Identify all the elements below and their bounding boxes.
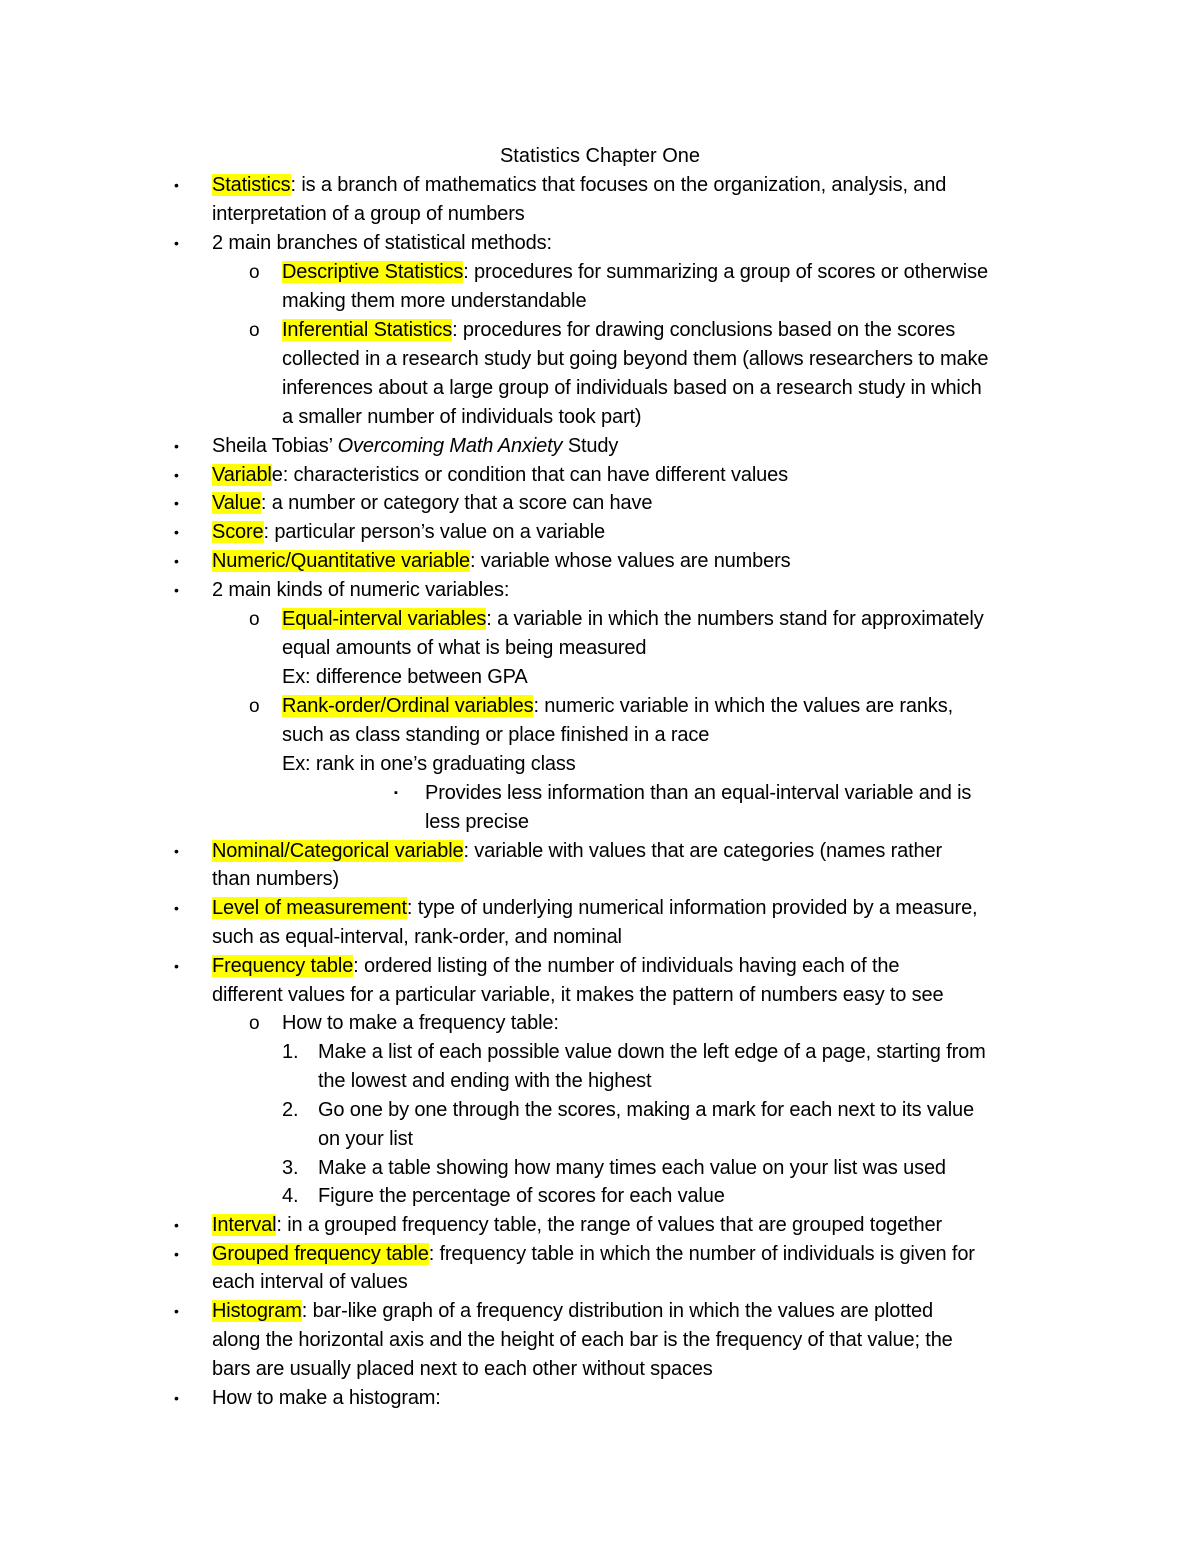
- highlighted-term: Interval: [212, 1214, 277, 1236]
- item-text: : ordered listing of the number of individuals having each of the: [353, 955, 900, 977]
- list-item: [174, 1297, 933, 1326]
- list-item: [249, 258, 988, 287]
- list-item: [249, 316, 956, 345]
- item-text: How to make a histogram:: [212, 1387, 441, 1409]
- bullet-icon: •: [174, 843, 179, 859]
- list-item: [174, 461, 788, 490]
- bullet-icon: •: [174, 900, 179, 916]
- item-text: e: characteristics or condition that can have different values: [271, 464, 788, 486]
- highlighted-term: Variabl: [212, 464, 272, 486]
- item-text: : type of underlying numerical information provided by a measure,: [406, 897, 978, 919]
- bullet-icon: •: [174, 958, 179, 974]
- list-item: [394, 779, 972, 808]
- square-bullet-icon: ▪: [394, 787, 398, 799]
- item-number: 1.: [282, 1041, 299, 1063]
- page-title: Statistics Chapter One: [499, 145, 701, 167]
- circle-bullet-icon: o: [249, 262, 260, 283]
- item-text: : particular person’s value on a variable: [263, 521, 605, 543]
- item-number: 4.: [282, 1185, 299, 1207]
- item-text: : variable with values that are categories (names rather: [463, 840, 942, 862]
- item-text: Go one by one through the scores, making a mark for each next to its value: [318, 1099, 974, 1121]
- item-text: Figure the percentage of scores for each value: [318, 1185, 725, 1207]
- highlighted-term: Descriptive Statistics: [282, 261, 464, 283]
- circle-bullet-icon: o: [249, 320, 260, 341]
- list-item: [174, 1211, 942, 1240]
- list-item: [249, 605, 984, 634]
- list-item: [174, 1240, 975, 1269]
- numbered-item: [282, 1154, 946, 1183]
- bullet-icon: •: [174, 524, 179, 540]
- highlighted-term: Grouped frequency table: [212, 1243, 429, 1265]
- bullet-icon: •: [174, 495, 179, 511]
- item-text: : numeric variable in which the values are ranks,: [533, 695, 953, 717]
- circle-bullet-icon: o: [249, 609, 260, 630]
- highlighted-term: Level of measurement: [212, 897, 407, 919]
- item-text: How to make a frequency table:: [282, 1012, 559, 1034]
- list-item: [174, 894, 978, 923]
- bullet-icon: •: [174, 467, 179, 483]
- item-text: : bar-like graph of a frequency distribution in which the values are plotted: [301, 1300, 933, 1322]
- bullet-icon: •: [174, 582, 179, 598]
- bullet-icon: •: [174, 1390, 179, 1406]
- circle-bullet-icon: o: [249, 1013, 260, 1034]
- highlighted-term: Equal-interval variables: [282, 608, 487, 630]
- bullet-icon: •: [174, 235, 179, 251]
- numbered-item: [282, 1038, 986, 1067]
- item-text: 2 main branches of statistical methods:: [212, 232, 552, 254]
- list-item: [174, 576, 510, 605]
- item-continuation: Ex: rank in one’s graduating class: [282, 753, 576, 775]
- item-continuation: each interval of values: [212, 1271, 408, 1293]
- item-text: : procedures for summarizing a group of scores or otherwise: [463, 261, 988, 283]
- list-item: [174, 837, 942, 866]
- list-item: [174, 171, 947, 200]
- item-continuation: such as equal-interval, rank-order, and nominal: [212, 926, 622, 948]
- item-text: : variable whose values are numbers: [469, 550, 791, 572]
- item-text: Provides less information than an equal-interval variable and is: [425, 782, 972, 804]
- highlighted-term: Inferential Statistics: [282, 319, 453, 341]
- list-item: [174, 952, 900, 981]
- item-continuation: than numbers): [212, 868, 340, 890]
- item-continuation: on your list: [318, 1128, 413, 1150]
- item-text: : is a branch of mathematics that focuses on the organization, analysis, and: [290, 174, 947, 196]
- item-continuation: Ex: difference between GPA: [282, 666, 528, 688]
- highlighted-term: Rank-order/Ordinal variables: [282, 695, 534, 717]
- book-title: Overcoming Math Anxiety: [337, 435, 563, 457]
- item-continuation: a smaller number of individuals took part): [282, 406, 642, 428]
- highlighted-term: Statistics: [212, 174, 291, 196]
- numbered-item: [282, 1182, 725, 1211]
- highlighted-term: Numeric/Quantitative variable: [212, 550, 470, 572]
- bullet-icon: •: [174, 1246, 179, 1262]
- highlighted-term: Score: [212, 521, 264, 543]
- item-text: : frequency table in which the number of individuals is given for: [428, 1243, 975, 1265]
- item-number: 2.: [282, 1099, 299, 1121]
- item-number: 3.: [282, 1157, 299, 1179]
- item-continuation: interpretation of a group of numbers: [212, 203, 525, 225]
- item-continuation: such as class standing or place finished in a race: [282, 724, 710, 746]
- item-continuation: along the horizontal axis and the height of each bar is the frequency of that value; the: [212, 1329, 953, 1351]
- bullet-icon: •: [174, 553, 179, 569]
- item-continuation: collected in a research study but going beyond them (allows researchers to make: [282, 348, 989, 370]
- item-text: : a number or category that a score can have: [260, 492, 653, 514]
- item-text: Make a list of each possible value down the left edge of a page, starting from: [318, 1041, 986, 1063]
- list-item: [174, 1384, 441, 1413]
- list-item: [249, 692, 953, 721]
- item-text: Make a table showing how many times each value on your list was used: [318, 1157, 946, 1179]
- list-item: [174, 229, 552, 258]
- list-item: [174, 489, 653, 518]
- highlighted-term: Value: [212, 492, 261, 514]
- list-item: [249, 1009, 559, 1038]
- item-continuation: making them more understandable: [282, 290, 587, 312]
- item-continuation: inferences about a large group of individuals based on a research study in which: [282, 377, 982, 399]
- item-text: Sheila Tobias’: [212, 435, 338, 457]
- circle-bullet-icon: o: [249, 696, 260, 717]
- highlighted-term: Frequency table: [212, 955, 354, 977]
- list-item: [174, 432, 619, 461]
- item-text: : in a grouped frequency table, the range of values that are grouped together: [276, 1214, 942, 1236]
- highlighted-term: Histogram: [212, 1300, 302, 1322]
- item-continuation: the lowest and ending with the highest: [318, 1070, 652, 1092]
- numbered-item: [282, 1096, 974, 1125]
- bullet-icon: •: [174, 1217, 179, 1233]
- highlighted-term: Nominal/Categorical variable: [212, 840, 464, 862]
- bullet-icon: •: [174, 438, 179, 454]
- item-continuation: less precise: [425, 811, 529, 833]
- item-continuation: equal amounts of what is being measured: [282, 637, 647, 659]
- list-item: [174, 518, 605, 547]
- item-text: : procedures for drawing conclusions based on the scores: [452, 319, 956, 341]
- list-item: [174, 547, 791, 576]
- item-continuation: different values for a particular variable, it makes the pattern of numbers easy to see: [212, 984, 944, 1006]
- item-text: 2 main kinds of numeric variables:: [212, 579, 510, 601]
- item-continuation: bars are usually placed next to each other without spaces: [212, 1358, 713, 1380]
- bullet-icon: •: [174, 177, 179, 193]
- item-text: Study: [562, 435, 619, 457]
- item-text: : a variable in which the numbers stand for approximately: [486, 608, 984, 630]
- bullet-icon: •: [174, 1303, 179, 1319]
